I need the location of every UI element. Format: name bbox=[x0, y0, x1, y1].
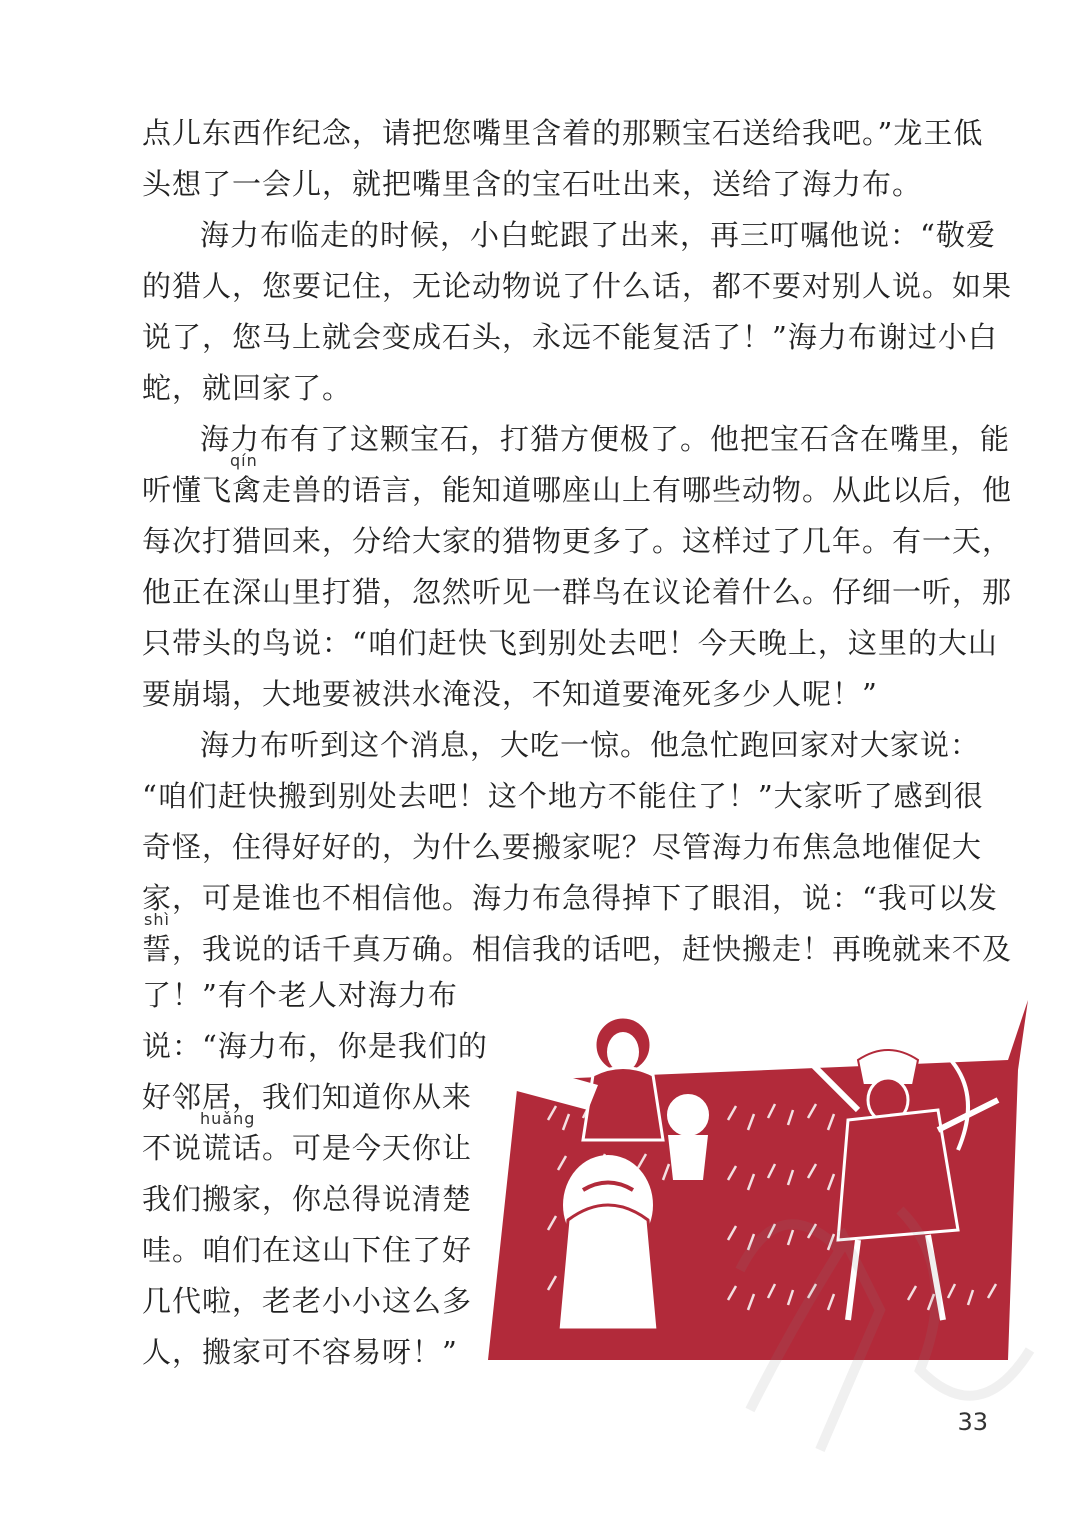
text-line: 说了，您马上就会变成石头，永远不能复活了！”海力布谢过小白 bbox=[142, 320, 998, 354]
text-line: “咱们赶快搬到别处去吧！这个地方不能住了！”大家听了感到很 bbox=[142, 779, 984, 813]
text-line: 人，搬家可不容易呀！” bbox=[142, 1335, 458, 1369]
pinyin-annotation-shi: shì bbox=[144, 910, 170, 929]
page-number: 33 bbox=[957, 1408, 988, 1436]
text-line: 了！”有个老人对海力布 bbox=[142, 978, 458, 1012]
text-line: 说：“海力布，你是我们的 bbox=[142, 1029, 488, 1063]
text-line: 蛇，就回家了。 bbox=[142, 371, 353, 405]
text-line-with-pinyin bbox=[142, 910, 1013, 975]
text-line: 好邻居，我们知道你从来 bbox=[142, 1080, 473, 1114]
pinyin-annotation-huang: huǎng bbox=[200, 1109, 256, 1128]
text-line: 我们搬家，你总得说清楚 bbox=[142, 1182, 473, 1216]
text-line-content: 听懂飞禽走兽的语言，能知道哪座山上有哪些动物。从此以后，他 bbox=[142, 473, 1013, 507]
text-line: 要崩塌，大地要被洪水淹没，不知道要淹死多少人呢！” bbox=[142, 677, 878, 711]
text-line-with-pinyin bbox=[142, 1109, 482, 1174]
text-line: 每次打猎回来，分给大家的猎物更多了。这样过了几年。有一天， bbox=[142, 524, 1013, 558]
text-line: 奇怪，住得好好的，为什么要搬家呢？尽管海力布焦急地催促大 bbox=[142, 830, 983, 864]
main-text-block bbox=[142, 108, 1013, 975]
text-line: 海力布听到这个消息，大吃一惊。他急忙跑回家对大家说： bbox=[200, 728, 981, 762]
pinyin-annotation-qin: qín bbox=[230, 451, 258, 470]
text-line-content: 不说谎话。可是今天你让 bbox=[142, 1131, 473, 1165]
text-line: 几代啦，老老小小这么多 bbox=[142, 1284, 473, 1318]
text-line: 哇。咱们在这山下住了好 bbox=[142, 1233, 473, 1267]
text-line: 他正在深山里打猎，忽然听见一群鸟在议论着什么。仔细一听，那 bbox=[142, 575, 1013, 609]
narrow-text-block bbox=[142, 970, 488, 1378]
text-line: 海力布有了这颗宝石，打猎方便极了。他把宝石含在嘴里，能 bbox=[200, 422, 1011, 456]
watermark-icon bbox=[700, 1150, 1060, 1490]
text-line: 家，可是谁也不相信他。海力布急得掉下了眼泪，说：“我可以发 bbox=[142, 881, 998, 915]
text-line: 头想了一会儿，就把嘴里含的宝石吐出来，送给了海力布。 bbox=[142, 167, 923, 201]
text-line: 的猎人，您要记住，无论动物说了什么话，都不要对别人说。如果 bbox=[142, 269, 1013, 303]
text-line: 只带头的鸟说：“咱们赶快飞到别处去吧！今天晚上，这里的大山 bbox=[142, 626, 998, 660]
text-line: 点儿东西作纪念，请把您嘴里含着的那颗宝石送给我吧。”龙王低 bbox=[142, 116, 984, 150]
text-line-with-pinyin bbox=[142, 451, 1013, 516]
text-line: 海力布临走的时候，小白蛇跟了出来，再三叮嘱他说：“敬爱 bbox=[200, 218, 996, 252]
text-line-content: 誓，我说的话千真万确。相信我的话吧，赶快搬走！再晚就来不及 bbox=[142, 932, 1013, 966]
